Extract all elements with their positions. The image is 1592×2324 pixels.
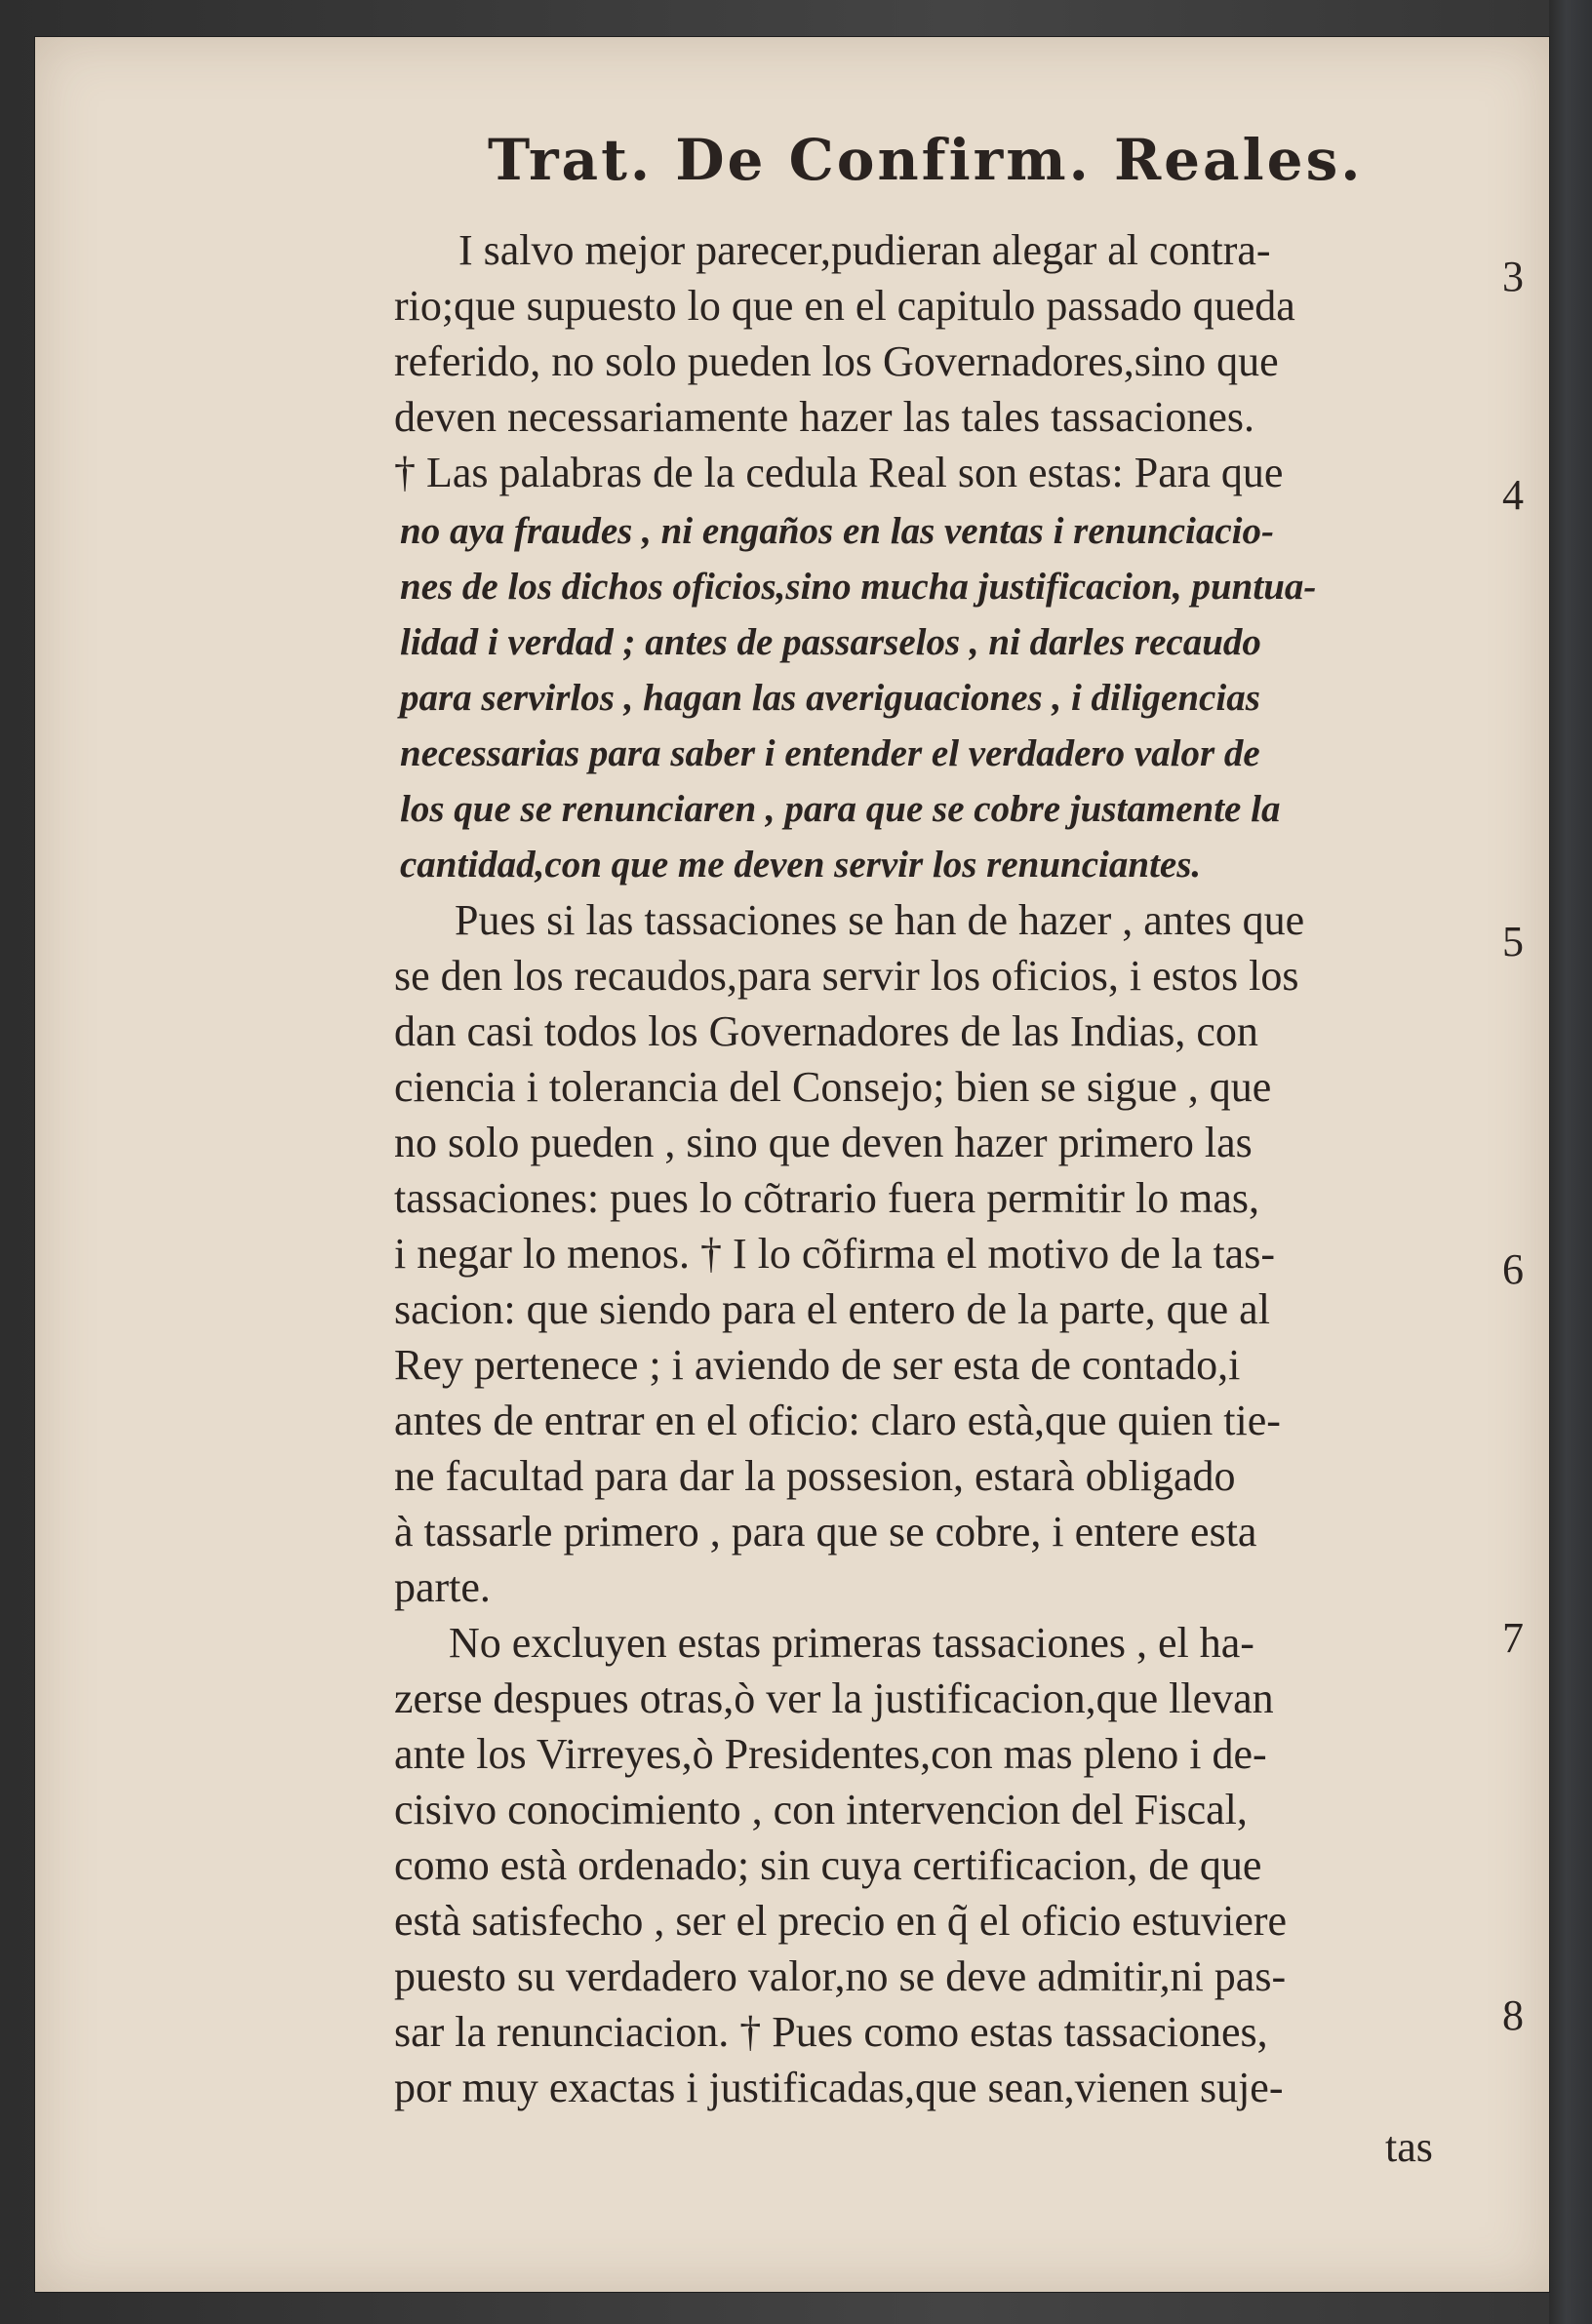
- italic-quote-line: lidad i verdad ; antes de passarselos , ni darles recaudo: [400, 621, 1261, 663]
- text-line: parte.: [394, 1563, 491, 1611]
- text-line: cisivo conocimiento , con intervencion del Fiscal,: [394, 1786, 1248, 1833]
- running-header: Trat. De Confirm. Reales.: [488, 127, 1364, 193]
- italic-quote-line: no aya fraudes , ni engaños en las ventas i renunciacio-: [400, 510, 1274, 552]
- marginal-number: 8: [1502, 1991, 1524, 2039]
- text-line: Pues si las tassaciones se han de hazer , antes que: [455, 896, 1305, 944]
- marginal-number: 5: [1502, 918, 1524, 965]
- scan-edge-band: [1549, 0, 1592, 2324]
- text-line: por muy exactas i justificadas,que sean,vienen suje-: [394, 2064, 1284, 2111]
- text-line: ne facultad para dar la possesion, estarà obligado: [394, 1452, 1236, 1500]
- text-line: sacion: que siendo para el entero de la parte, que al: [394, 1285, 1270, 1333]
- text-line: zerse despues otras,ò ver la justificacion,que llevan: [394, 1674, 1274, 1722]
- italic-quote-line: los que se renunciaren , para que se cobre justamente la: [400, 788, 1281, 830]
- text-line: no solo pueden , sino que deven hazer primero las: [394, 1119, 1253, 1166]
- text-line: referido, no solo pueden los Governadores,sino que: [394, 337, 1279, 385]
- text-line: rio;que supuesto lo que en el capitulo passado queda: [394, 282, 1295, 330]
- marginal-number: 4: [1502, 471, 1524, 519]
- text-line: antes de entrar en el oficio: claro està,que quien tie-: [394, 1397, 1281, 1444]
- italic-quote-line: necessarias para saber i entender el verdadero valor de: [400, 732, 1260, 774]
- text-line: deven necessariamente hazer las tales tassaciones.: [394, 393, 1255, 441]
- italic-quote-line: nes de los dichos oficios,sino mucha justificacion, puntua-: [400, 566, 1317, 608]
- text-line: † Las palabras de la cedula Real son estas: Para que: [394, 449, 1284, 496]
- catchword: tas: [1385, 2123, 1433, 2171]
- text-line: ciencia i tolerancia del Consejo; bien se sigue , que: [394, 1063, 1272, 1111]
- text-line: I salvo mejor parecer,pudieran alegar al contra-: [458, 226, 1271, 274]
- text-line: como està ordenado; sin cuya certificacion, de que: [394, 1841, 1262, 1889]
- text-line: ante los Virreyes,ò Presidentes,con mas pleno i de-: [394, 1730, 1267, 1778]
- text-line: à tassarle primero , para que se cobre, i entere esta: [394, 1508, 1257, 1556]
- text-line: se den los recaudos,para servir los oficios, i estos los: [394, 952, 1299, 1000]
- text-line: i negar lo menos. † I lo cõfirma el motivo de la tas-: [394, 1230, 1275, 1278]
- text-line: puesto su verdadero valor,no se deve admitir,ni pas-: [394, 1952, 1287, 2000]
- italic-quote-line: para servirlos , hagan las averiguaciones , i diligencias: [400, 677, 1260, 719]
- text-line: està satisfecho , ser el precio en q̃ el oficio estuviere: [394, 1897, 1288, 1945]
- marginal-number: 7: [1502, 1614, 1524, 1662]
- text-line: tassaciones: pues lo cõtrario fuera permitir lo mas,: [394, 1174, 1260, 1222]
- text-line: Rey pertenece ; i aviendo de ser esta de contado,i: [394, 1341, 1241, 1389]
- italic-quote-line: cantidad,con que me deven servir los renunciantes.: [400, 844, 1202, 886]
- text-line: sar la renunciacion. † Pues como estas tassaciones,: [394, 2008, 1268, 2056]
- text-line: dan casi todos los Governadores de las Indias, con: [394, 1007, 1258, 1055]
- marginal-number: 6: [1502, 1245, 1524, 1293]
- marginal-number: 3: [1502, 253, 1524, 300]
- text-line: No excluyen estas primeras tassaciones , el ha-: [449, 1619, 1254, 1667]
